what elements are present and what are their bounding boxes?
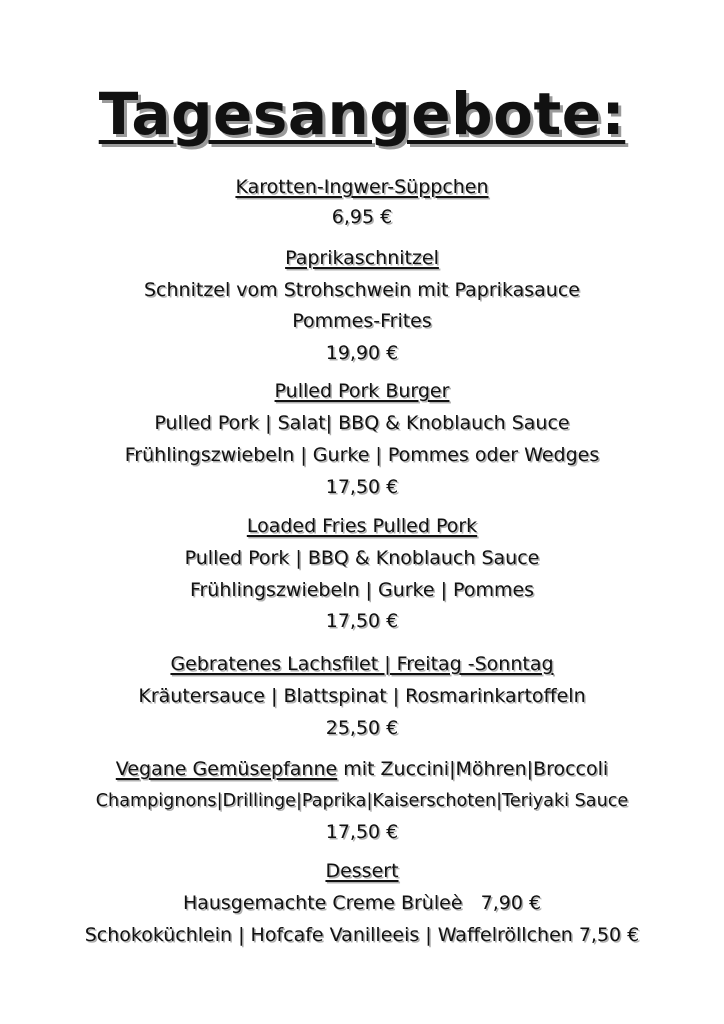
item-name: Pulled Pork Burger bbox=[274, 380, 450, 402]
item-burger-name bbox=[0, 378, 724, 404]
item-name: Loaded Fries Pulled Pork bbox=[246, 515, 478, 537]
item-karotten-price: 6,95 € bbox=[331, 206, 393, 228]
item-lachs-desc1: Kräutersauce | Blattspinat | Rosmarinkartoffeln bbox=[138, 685, 586, 707]
item-loaded-fries-desc2: Frühlingszwiebeln | Gurke | Pommes bbox=[189, 579, 535, 601]
item-paprikaschnitzel-price: 19,90 € bbox=[325, 342, 399, 364]
item-karotten-name bbox=[0, 174, 724, 200]
item-name-suffix: mit Zuccini|Möhren|Broccoli bbox=[337, 758, 609, 780]
item-loaded-fries-name bbox=[0, 513, 724, 539]
item-name: Paprikaschnitzel bbox=[285, 247, 439, 269]
item-paprikaschnitzel-name bbox=[0, 245, 724, 271]
item-vegan-price: 17,50 € bbox=[325, 821, 399, 843]
dessert-line-2: Schokoküchlein | Hofcafe Vanilleeis | Waffelröllchen 7,50 € bbox=[84, 924, 640, 946]
item-paprikaschnitzel-desc1: Schnitzel vom Strohschwein mit Paprikasauce bbox=[144, 279, 580, 301]
item-name: Gebratenes Lachsfilet | Freitag -Sonntag bbox=[170, 653, 554, 675]
page-title: Tagesangebote: bbox=[98, 80, 626, 148]
item-vegan-desc1: Champignons|Drillinge|Paprika|Kaiserschoten|Teriyaki Sauce bbox=[95, 791, 629, 811]
item-name: Vegane Gemüsepfanne bbox=[115, 758, 338, 780]
dessert-line-1: Hausgemachte Creme Brùleè 7,90 € bbox=[182, 892, 542, 914]
item-burger-desc2: Frühlingszwiebeln | Gurke | Pommes oder Wedges bbox=[124, 444, 600, 466]
item-name: Karotten-Ingwer-Süppchen bbox=[235, 176, 489, 198]
item-vegan-name bbox=[0, 756, 724, 782]
item-burger-price: 17,50 € bbox=[325, 476, 399, 498]
item-burger-desc1: Pulled Pork | Salat| BBQ & Knoblauch Sauce bbox=[154, 412, 570, 434]
item-loaded-fries-price: 17,50 € bbox=[325, 610, 399, 632]
item-paprikaschnitzel-desc2: Pommes-Frites bbox=[292, 310, 432, 332]
item-lachs-price: 25,50 € bbox=[325, 717, 399, 739]
dessert-heading bbox=[0, 858, 724, 884]
item-loaded-fries-desc1: Pulled Pork | BBQ & Knoblauch Sauce bbox=[184, 547, 540, 569]
section-heading: Dessert bbox=[325, 860, 399, 882]
item-lachs-name bbox=[0, 651, 724, 677]
